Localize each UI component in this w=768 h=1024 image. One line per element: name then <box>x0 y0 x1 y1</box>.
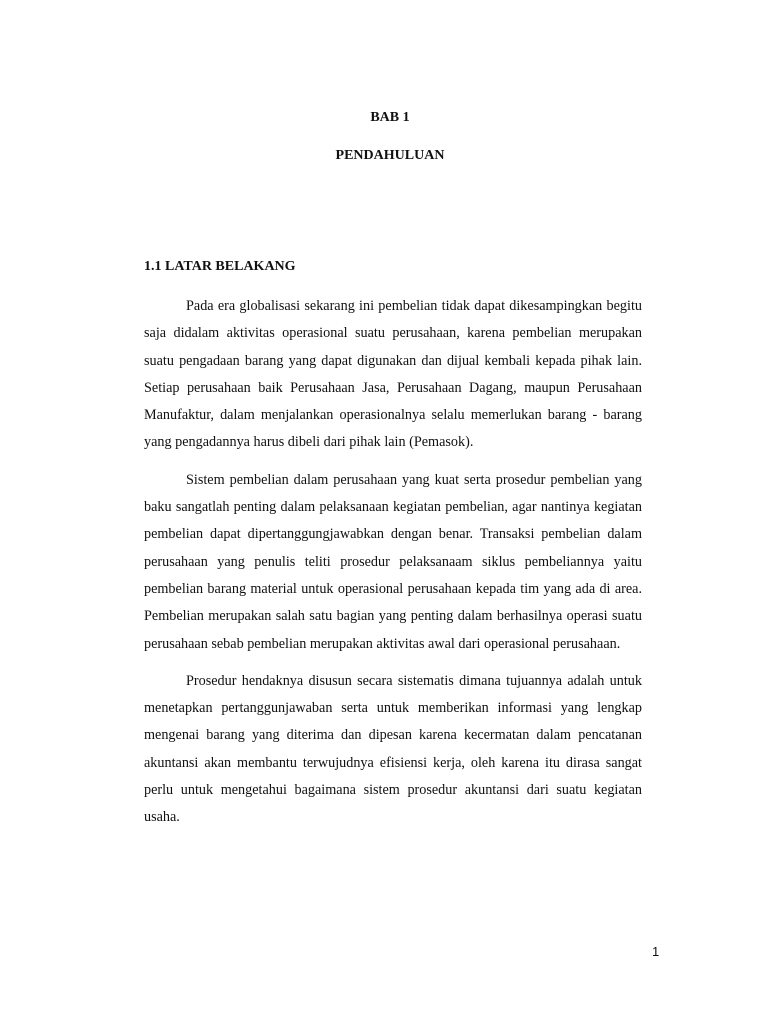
chapter-number: BAB 1 <box>370 110 410 125</box>
page-number: 1 <box>652 944 660 959</box>
paragraph: Pada era globalisasi sekarang ini pembelian tidak dapat dikesampingkan begitu saja didalam aktivitas operasional suatu perusahaan, karena pembelian merupakan suatu pengadaan barang yang dapat digunakan dan dijual kembali kepada pihak lain. Setiap perusahaan baik Perusahaan Jasa, Perusahaan Dagang, maupun Perusahaan Manufaktur, dalam menjalankan operasionalnya selalu memerlukan barang - barang yang pengadannya harus dibeli dari pihak lain (Pemasok). <box>144 298 642 451</box>
chapter-title: PENDAHULUAN <box>335 148 445 163</box>
paragraph: Sistem pembelian dalam perusahaan yang kuat serta prosedur pembelian yang baku sangatlah penting dalam pelaksanaan kegiatan pembelian, agar nantinya kegiatan pembelian dapat dipertanggungjawabkan dengan benar. Transaksi pembelian dalam perusahaan yang penulis teliti prosedur pelaksanaam siklus pembeliannya yaitu pembelian barang material untuk operasional perusahaan kepada tim yang ada di area. Pembelian merupakan salah satu bagian yang penting dalam berhasilnya operasi suatu perusahaan sebab pembelian merupakan aktivitas awal dari operasional perusahaan. <box>144 471 642 652</box>
paragraph: Prosedur hendaknya disusun secara sistematis dimana tujuannya adalah untuk menetapkan pertanggunjawaban serta untuk memberikan informasi yang lengkap mengenai barang yang diterima dan dipesan karena kecermatan dalam pencatanan akuntansi akan membantu terwujudnya efisiensi kerja, oleh karena itu dirasa sangat perlu untuk mengetahui bagaimana sistem prosedur akuntansi dari suatu kegiatan usaha. <box>144 672 642 826</box>
body-text <box>144 293 642 842</box>
section-heading: 1.1 LATAR BELAKANG <box>144 259 296 274</box>
